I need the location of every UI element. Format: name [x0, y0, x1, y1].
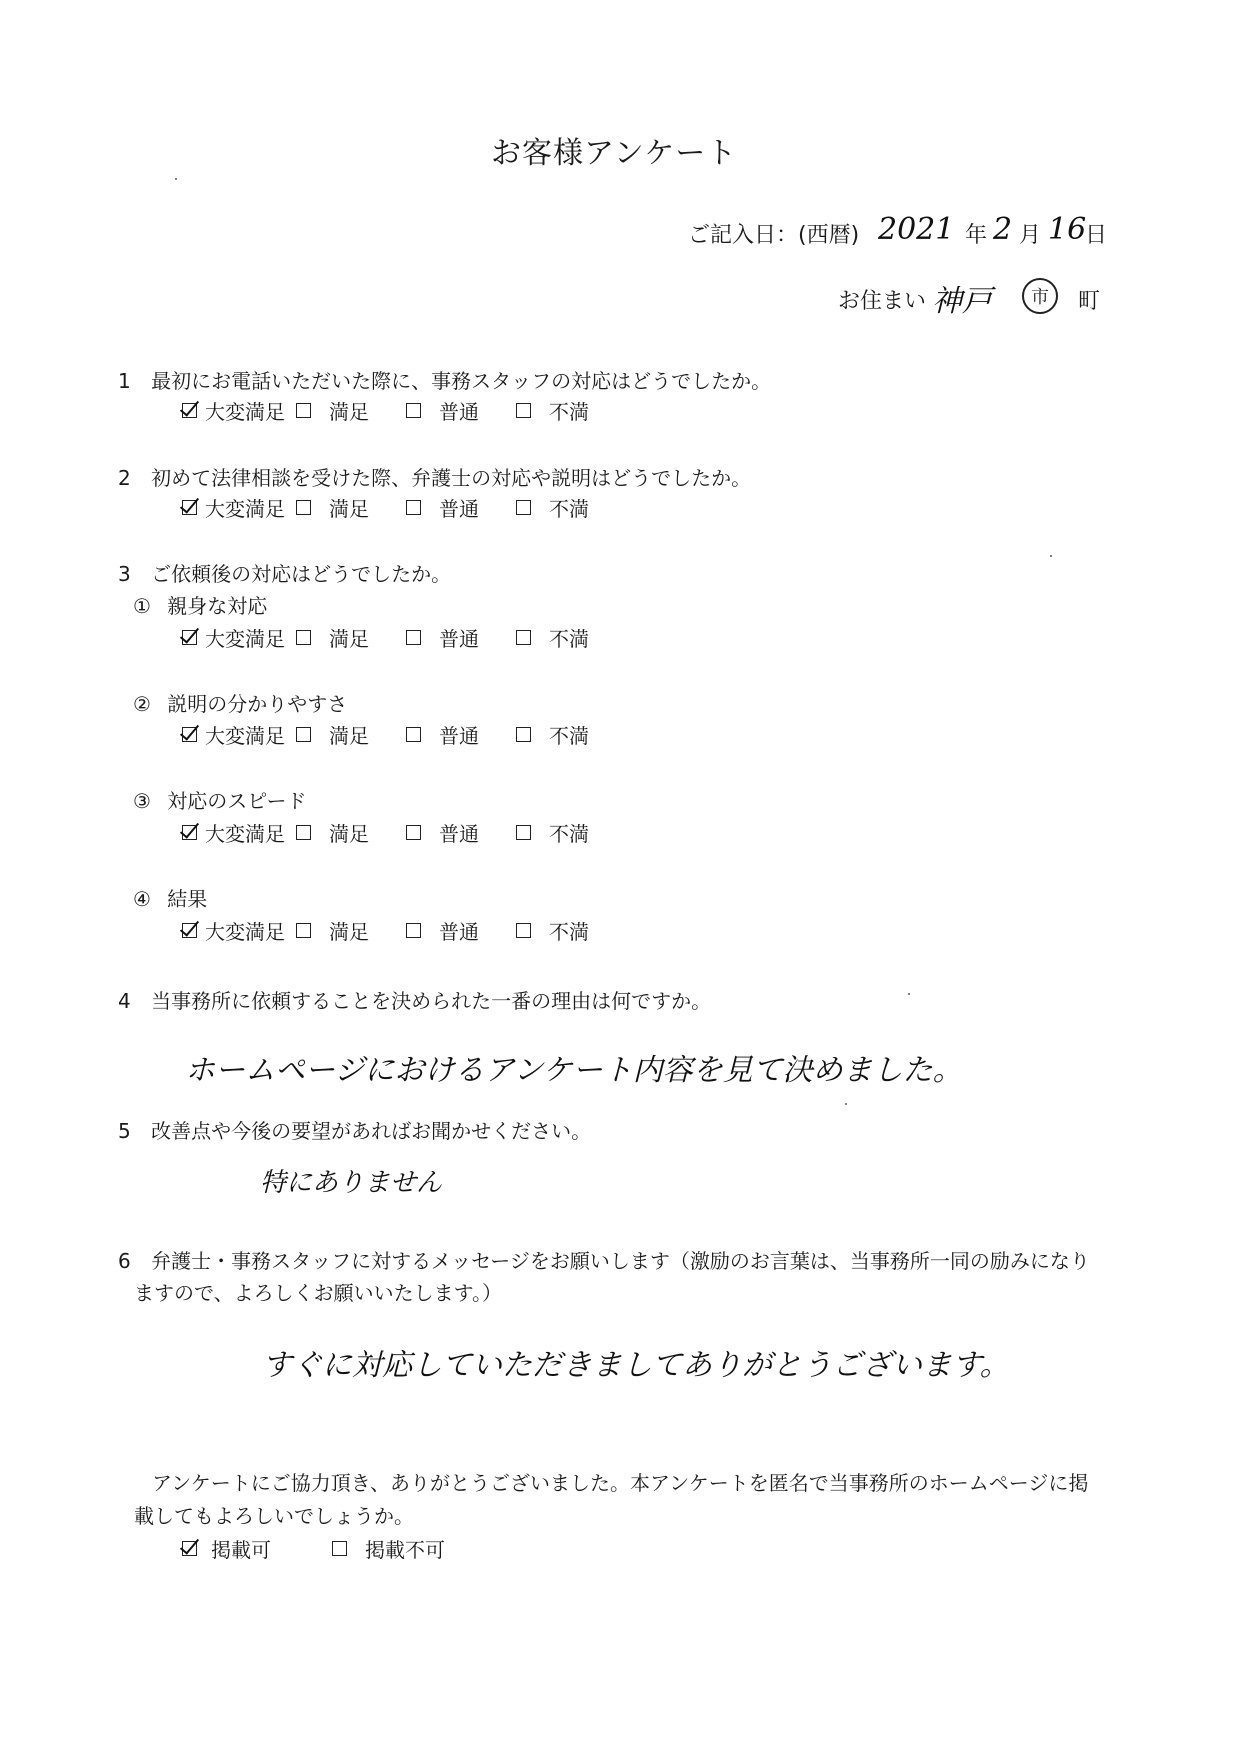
question-2-options	[182, 493, 589, 522]
option-dissatisfied[interactable]	[516, 493, 589, 522]
option-label: 大変満足	[205, 627, 285, 651]
option-dissatisfied[interactable]	[516, 623, 589, 652]
option-dissatisfied[interactable]	[516, 916, 589, 945]
option-label: 普通	[439, 627, 479, 651]
checkbox[interactable]	[296, 630, 311, 645]
question-number: 6	[118, 1249, 131, 1273]
option-label: 掲載可	[211, 1538, 271, 1562]
question-1	[118, 365, 771, 394]
option-satisfied[interactable]	[296, 396, 406, 425]
question-4-answer[interactable]: ホームページにおけるアンケート内容を見て決めました。	[185, 1053, 963, 1088]
question-number: 3	[118, 562, 131, 586]
question-6-text-line2: ますので、よろしくお願いいたします。）	[134, 1281, 502, 1305]
checkbox-checked[interactable]	[182, 630, 197, 645]
address-label: お住まい	[838, 289, 927, 314]
checkbox[interactable]	[332, 1541, 347, 1556]
checkbox[interactable]	[516, 630, 531, 645]
option-label: 大変満足	[205, 724, 285, 748]
subquestion-3-2	[133, 688, 347, 717]
date-day-field[interactable]: 16	[1048, 212, 1087, 247]
subquestion-text: 説明の分かりやすさ	[167, 692, 348, 716]
option-label: 不満	[549, 724, 589, 748]
option-label: 満足	[329, 400, 369, 424]
option-dissatisfied[interactable]	[516, 396, 589, 425]
checkbox-checked[interactable]	[182, 1541, 197, 1556]
subquestion-3-1	[133, 590, 267, 619]
subquestion-number: ③	[133, 789, 151, 813]
closing-text-line2: 載してもよろしいでしょうか。	[134, 1504, 414, 1528]
option-normal[interactable]	[406, 720, 516, 749]
checkbox[interactable]	[296, 403, 311, 418]
option-very-satisfied[interactable]	[182, 623, 292, 652]
subquestion-3-4-options	[182, 916, 589, 945]
option-normal[interactable]	[406, 623, 516, 652]
option-satisfied[interactable]	[296, 720, 406, 749]
address-city-field[interactable]: 神戸	[932, 284, 992, 319]
option-very-satisfied[interactable]	[182, 916, 292, 945]
checkbox[interactable]	[296, 727, 311, 742]
checkbox-checked[interactable]	[182, 727, 197, 742]
question-text: 最初にお電話いただいた際に、事務スタッフの対応はどうでしたか。	[151, 369, 772, 393]
option-label: 満足	[329, 920, 369, 944]
checkbox[interactable]	[516, 825, 531, 840]
checkbox[interactable]	[406, 500, 421, 515]
checkbox[interactable]	[406, 403, 421, 418]
address-town-suffix: 町	[1078, 289, 1101, 314]
question-text-line1: 弁護士・事務スタッフに対するメッセージをお願いします（激励のお言葉は、当事務所一同の励みになり	[151, 1249, 1090, 1273]
scan-speck	[908, 993, 910, 995]
option-very-satisfied[interactable]	[182, 720, 292, 749]
subquestion-number: ①	[133, 594, 151, 618]
question-number: 5	[118, 1119, 131, 1143]
option-label: 不満	[549, 627, 589, 651]
option-label: 普通	[439, 920, 479, 944]
option-label: 満足	[329, 724, 369, 748]
option-label: 不満	[549, 497, 589, 521]
date-label: ご記入日：(西暦)	[688, 223, 860, 248]
publication-options	[182, 1534, 445, 1563]
option-publish-allowed[interactable]	[182, 1534, 332, 1563]
subquestion-3-3	[133, 785, 307, 814]
subquestion-number: ②	[133, 692, 151, 716]
option-label: 不満	[549, 400, 589, 424]
option-normal[interactable]	[406, 396, 516, 425]
question-text: ご依頼後の対応はどうでしたか。	[151, 562, 452, 586]
option-dissatisfied[interactable]	[516, 818, 589, 847]
option-label: 普通	[439, 497, 479, 521]
checkbox-checked[interactable]	[182, 403, 197, 418]
city-circle-mark: 市	[1022, 278, 1058, 314]
option-very-satisfied[interactable]	[182, 493, 292, 522]
checkbox[interactable]	[406, 825, 421, 840]
checkbox[interactable]	[296, 923, 311, 938]
checkbox[interactable]	[406, 630, 421, 645]
option-normal[interactable]	[406, 818, 516, 847]
option-dissatisfied[interactable]	[516, 720, 589, 749]
option-normal[interactable]	[406, 916, 516, 945]
option-satisfied[interactable]	[296, 493, 406, 522]
question-4	[118, 985, 711, 1014]
option-label: 大変満足	[205, 400, 285, 424]
subquestion-text: 対応のスピード	[167, 789, 307, 813]
option-label: 普通	[439, 724, 479, 748]
date-year-suffix: 年	[965, 223, 988, 248]
checkbox[interactable]	[516, 727, 531, 742]
option-very-satisfied[interactable]	[182, 396, 292, 425]
question-5-answer[interactable]: 特にありません	[260, 1168, 443, 1198]
checkbox[interactable]	[516, 923, 531, 938]
option-label: 掲載不可	[365, 1538, 445, 1562]
subquestion-3-4	[133, 883, 207, 912]
question-2	[118, 462, 751, 491]
checkbox-checked[interactable]	[182, 825, 197, 840]
date-day-suffix: 日	[1085, 223, 1108, 248]
option-satisfied[interactable]	[296, 818, 406, 847]
option-label: 不満	[549, 920, 589, 944]
option-label: 満足	[329, 822, 369, 846]
question-3	[118, 558, 451, 587]
question-text: 初めて法律相談を受けた際、弁護士の対応や説明はどうでしたか。	[151, 466, 752, 490]
option-publish-not-allowed[interactable]	[332, 1534, 445, 1563]
option-label: 大変満足	[205, 497, 285, 521]
option-satisfied[interactable]	[296, 916, 406, 945]
checkbox[interactable]	[296, 825, 311, 840]
option-label: 満足	[329, 497, 369, 521]
scan-speck	[1050, 555, 1052, 557]
option-satisfied[interactable]	[296, 623, 406, 652]
checkbox-checked[interactable]	[182, 500, 197, 515]
closing-text-line1: アンケートにご協力頂き、ありがとうございました。本アンケートを匿名で当事務所のホームページに掲	[152, 1471, 1089, 1495]
question-number: 4	[118, 989, 131, 1013]
date-month-field[interactable]: 2	[993, 212, 1013, 247]
scan-speck	[175, 178, 177, 180]
checkbox[interactable]	[406, 923, 421, 938]
question-text: 改善点や今後の要望があればお聞かせください。	[151, 1119, 592, 1143]
checkbox-checked[interactable]	[182, 923, 197, 938]
option-label: 普通	[439, 400, 479, 424]
question-5	[118, 1115, 591, 1144]
date-year-field[interactable]: 2021	[878, 212, 955, 247]
checkbox[interactable]	[516, 500, 531, 515]
option-very-satisfied[interactable]	[182, 818, 292, 847]
subquestion-text: 親身な対応	[167, 594, 268, 618]
checkbox[interactable]	[406, 727, 421, 742]
option-label: 大変満足	[205, 822, 285, 846]
subquestion-3-3-options	[182, 818, 589, 847]
option-label: 普通	[439, 822, 479, 846]
scan-speck	[845, 1103, 847, 1105]
question-number: 2	[118, 466, 131, 490]
subquestion-3-1-options	[182, 623, 589, 652]
option-label: 大変満足	[205, 920, 285, 944]
date-month-suffix: 月	[1019, 223, 1042, 248]
page-title: お客様アンケート	[491, 136, 738, 171]
question-1-options	[182, 396, 589, 425]
option-label: 不満	[549, 822, 589, 846]
checkbox[interactable]	[516, 403, 531, 418]
question-6-answer[interactable]: すぐに対応していただきましてありがとうございます。	[262, 1348, 1010, 1383]
question-text: 当事務所に依頼することを決められた一番の理由は何ですか。	[151, 989, 712, 1013]
option-normal[interactable]	[406, 493, 516, 522]
subquestion-number: ④	[133, 887, 151, 911]
subquestion-text: 結果	[167, 887, 208, 911]
question-number: 1	[118, 369, 131, 393]
subquestion-3-2-options	[182, 720, 589, 749]
question-6	[118, 1245, 1090, 1274]
checkbox[interactable]	[296, 500, 311, 515]
option-label: 満足	[329, 627, 369, 651]
